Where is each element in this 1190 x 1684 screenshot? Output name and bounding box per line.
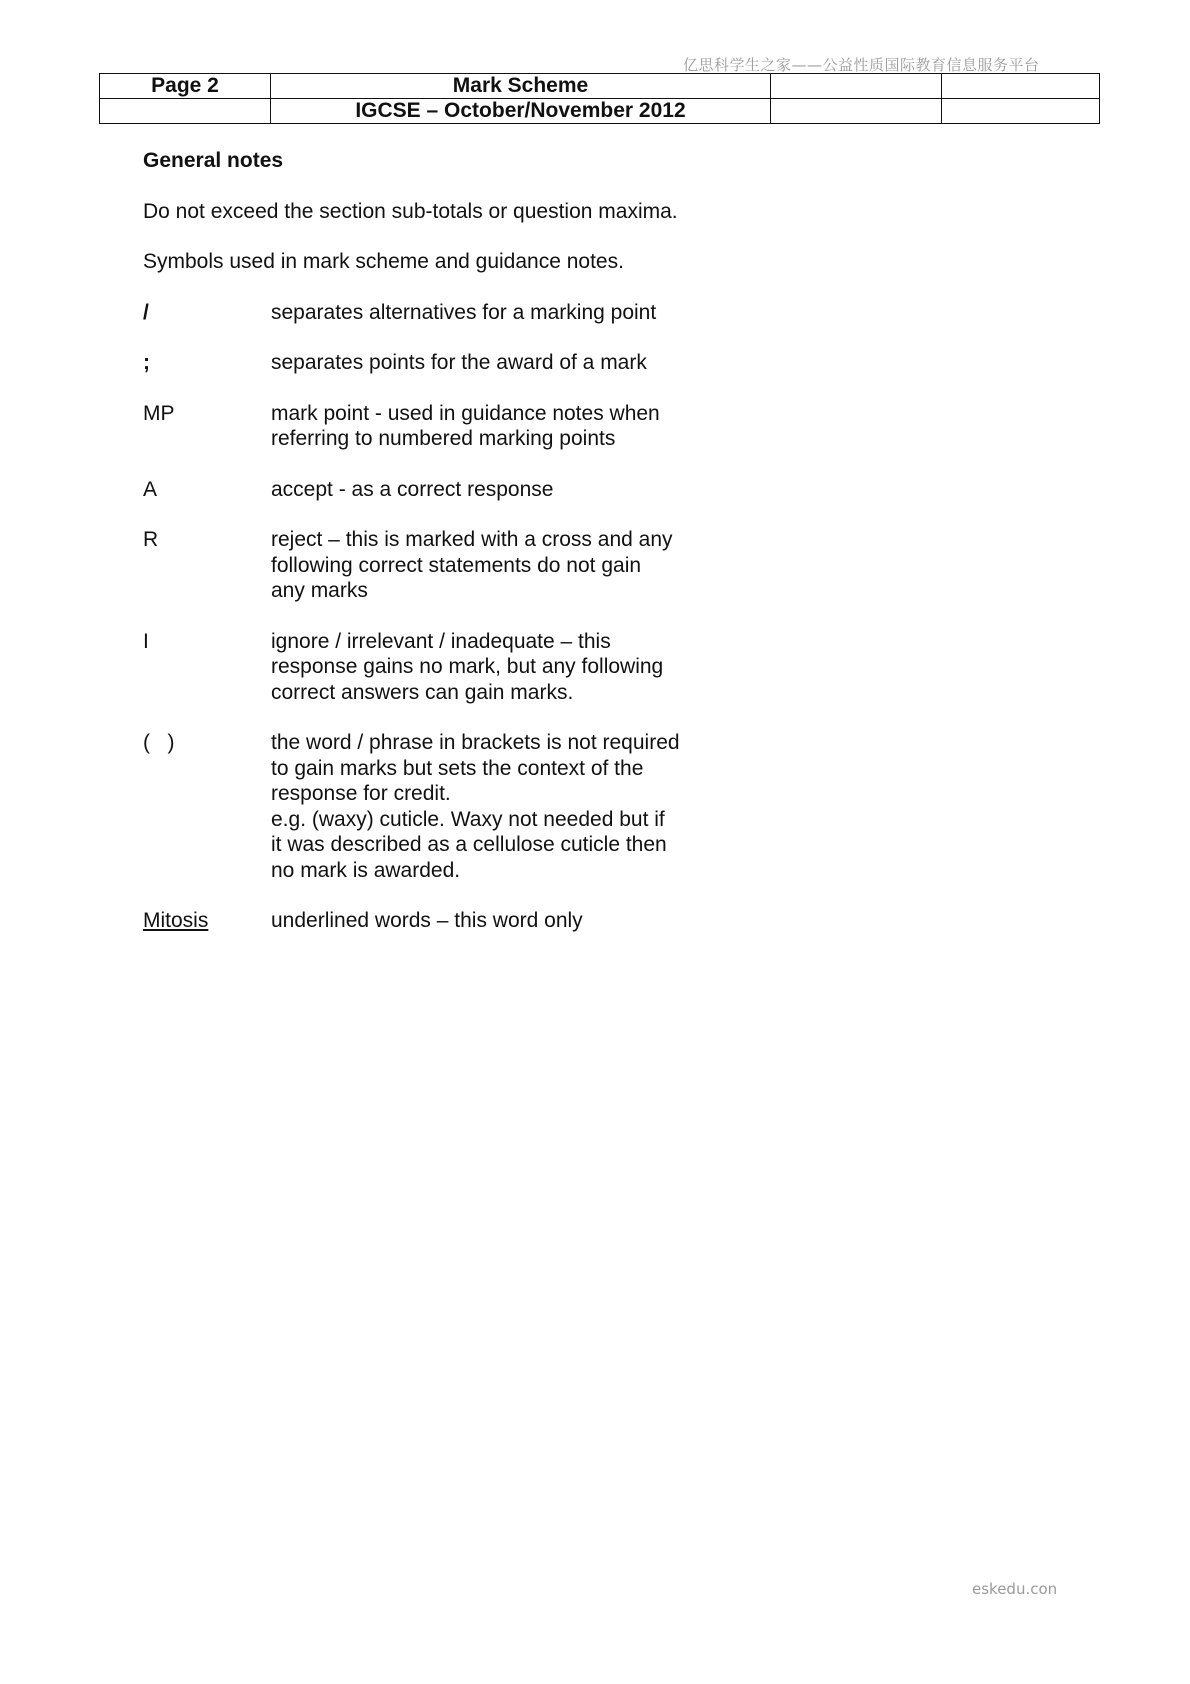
symbol-label: Mitosis: [143, 909, 209, 932]
description-line: mark point - used in guidance notes when: [271, 401, 660, 425]
symbol-description: [271, 401, 711, 452]
description-line: correct answers can gain marks.: [271, 680, 574, 704]
symbol-row: [143, 401, 943, 452]
description-line: any marks: [271, 579, 368, 602]
symbol-label: A: [143, 477, 158, 501]
symbol-label: I: [143, 629, 149, 653]
symbol-description: [271, 300, 711, 326]
symbol-description: [271, 730, 711, 883]
description-line: response for credit.: [271, 782, 451, 805]
symbol-row: [143, 350, 943, 376]
symbol-row: [143, 300, 943, 326]
intro-paragraph: Do not exceed the section sub-totals or question maxima.: [143, 199, 678, 223]
symbol-description: [271, 350, 711, 376]
symbol-label: ( ): [143, 731, 175, 754]
symbol-label: MP: [143, 401, 175, 425]
description-line: e.g. (waxy) cuticle. Waxy not needed but if: [271, 807, 665, 831]
symbol-row: [143, 908, 943, 934]
symbol-row: [143, 629, 943, 706]
general-notes-section: [143, 148, 943, 959]
description-line: reject – this is marked with a cross and any: [271, 528, 673, 551]
symbol-row: [143, 730, 943, 883]
description-line: no mark is awarded.: [271, 858, 461, 882]
page-number: Page 2: [100, 74, 271, 99]
symbol-description: [271, 527, 711, 604]
header-empty-cell: [942, 99, 1100, 124]
document-subtitle: IGCSE – October/November 2012: [271, 99, 771, 124]
description-line: response gains no mark, but any following: [271, 655, 664, 678]
symbol-description: [271, 908, 711, 934]
symbol-label: /: [143, 300, 149, 324]
description-line: the word / phrase in brackets is not required: [271, 731, 680, 754]
description-line: accept - as a correct response: [271, 477, 554, 501]
symbol-row: [143, 477, 943, 503]
description-line: ignore / irrelevant / inadequate – this: [271, 629, 611, 653]
header-empty-cell: [771, 99, 942, 124]
symbol-label: ;: [143, 351, 150, 374]
symbol-description: [271, 477, 711, 503]
intro-paragraph: Symbols used in mark scheme and guidance notes.: [143, 250, 624, 273]
description-line: to gain marks but sets the context of the: [271, 756, 644, 780]
watermark-top: 亿思科学生之家——公益性质国际教育信息服务平台: [683, 56, 1040, 74]
description-line: it was described as a cellulose cuticle then: [271, 833, 667, 856]
description-line: separates alternatives for a marking point: [271, 300, 657, 324]
description-line: underlined words – this word only: [271, 909, 583, 932]
header-empty-cell: [100, 99, 271, 124]
description-line: referring to numbered marking points: [271, 427, 616, 450]
description-line: following correct statements do not gain: [271, 553, 642, 577]
description-line: separates points for the award of a mark: [271, 351, 647, 374]
symbol-label: R: [143, 528, 159, 551]
section-heading: General notes: [143, 149, 284, 172]
header-table: [99, 73, 1100, 124]
watermark-bottom: eskedu.con: [972, 1580, 1058, 1598]
document-title: Mark Scheme: [271, 74, 771, 99]
header-empty-cell: [942, 74, 1100, 99]
symbol-row: [143, 527, 943, 604]
symbol-description: [271, 629, 711, 706]
header-empty-cell: [771, 74, 942, 99]
